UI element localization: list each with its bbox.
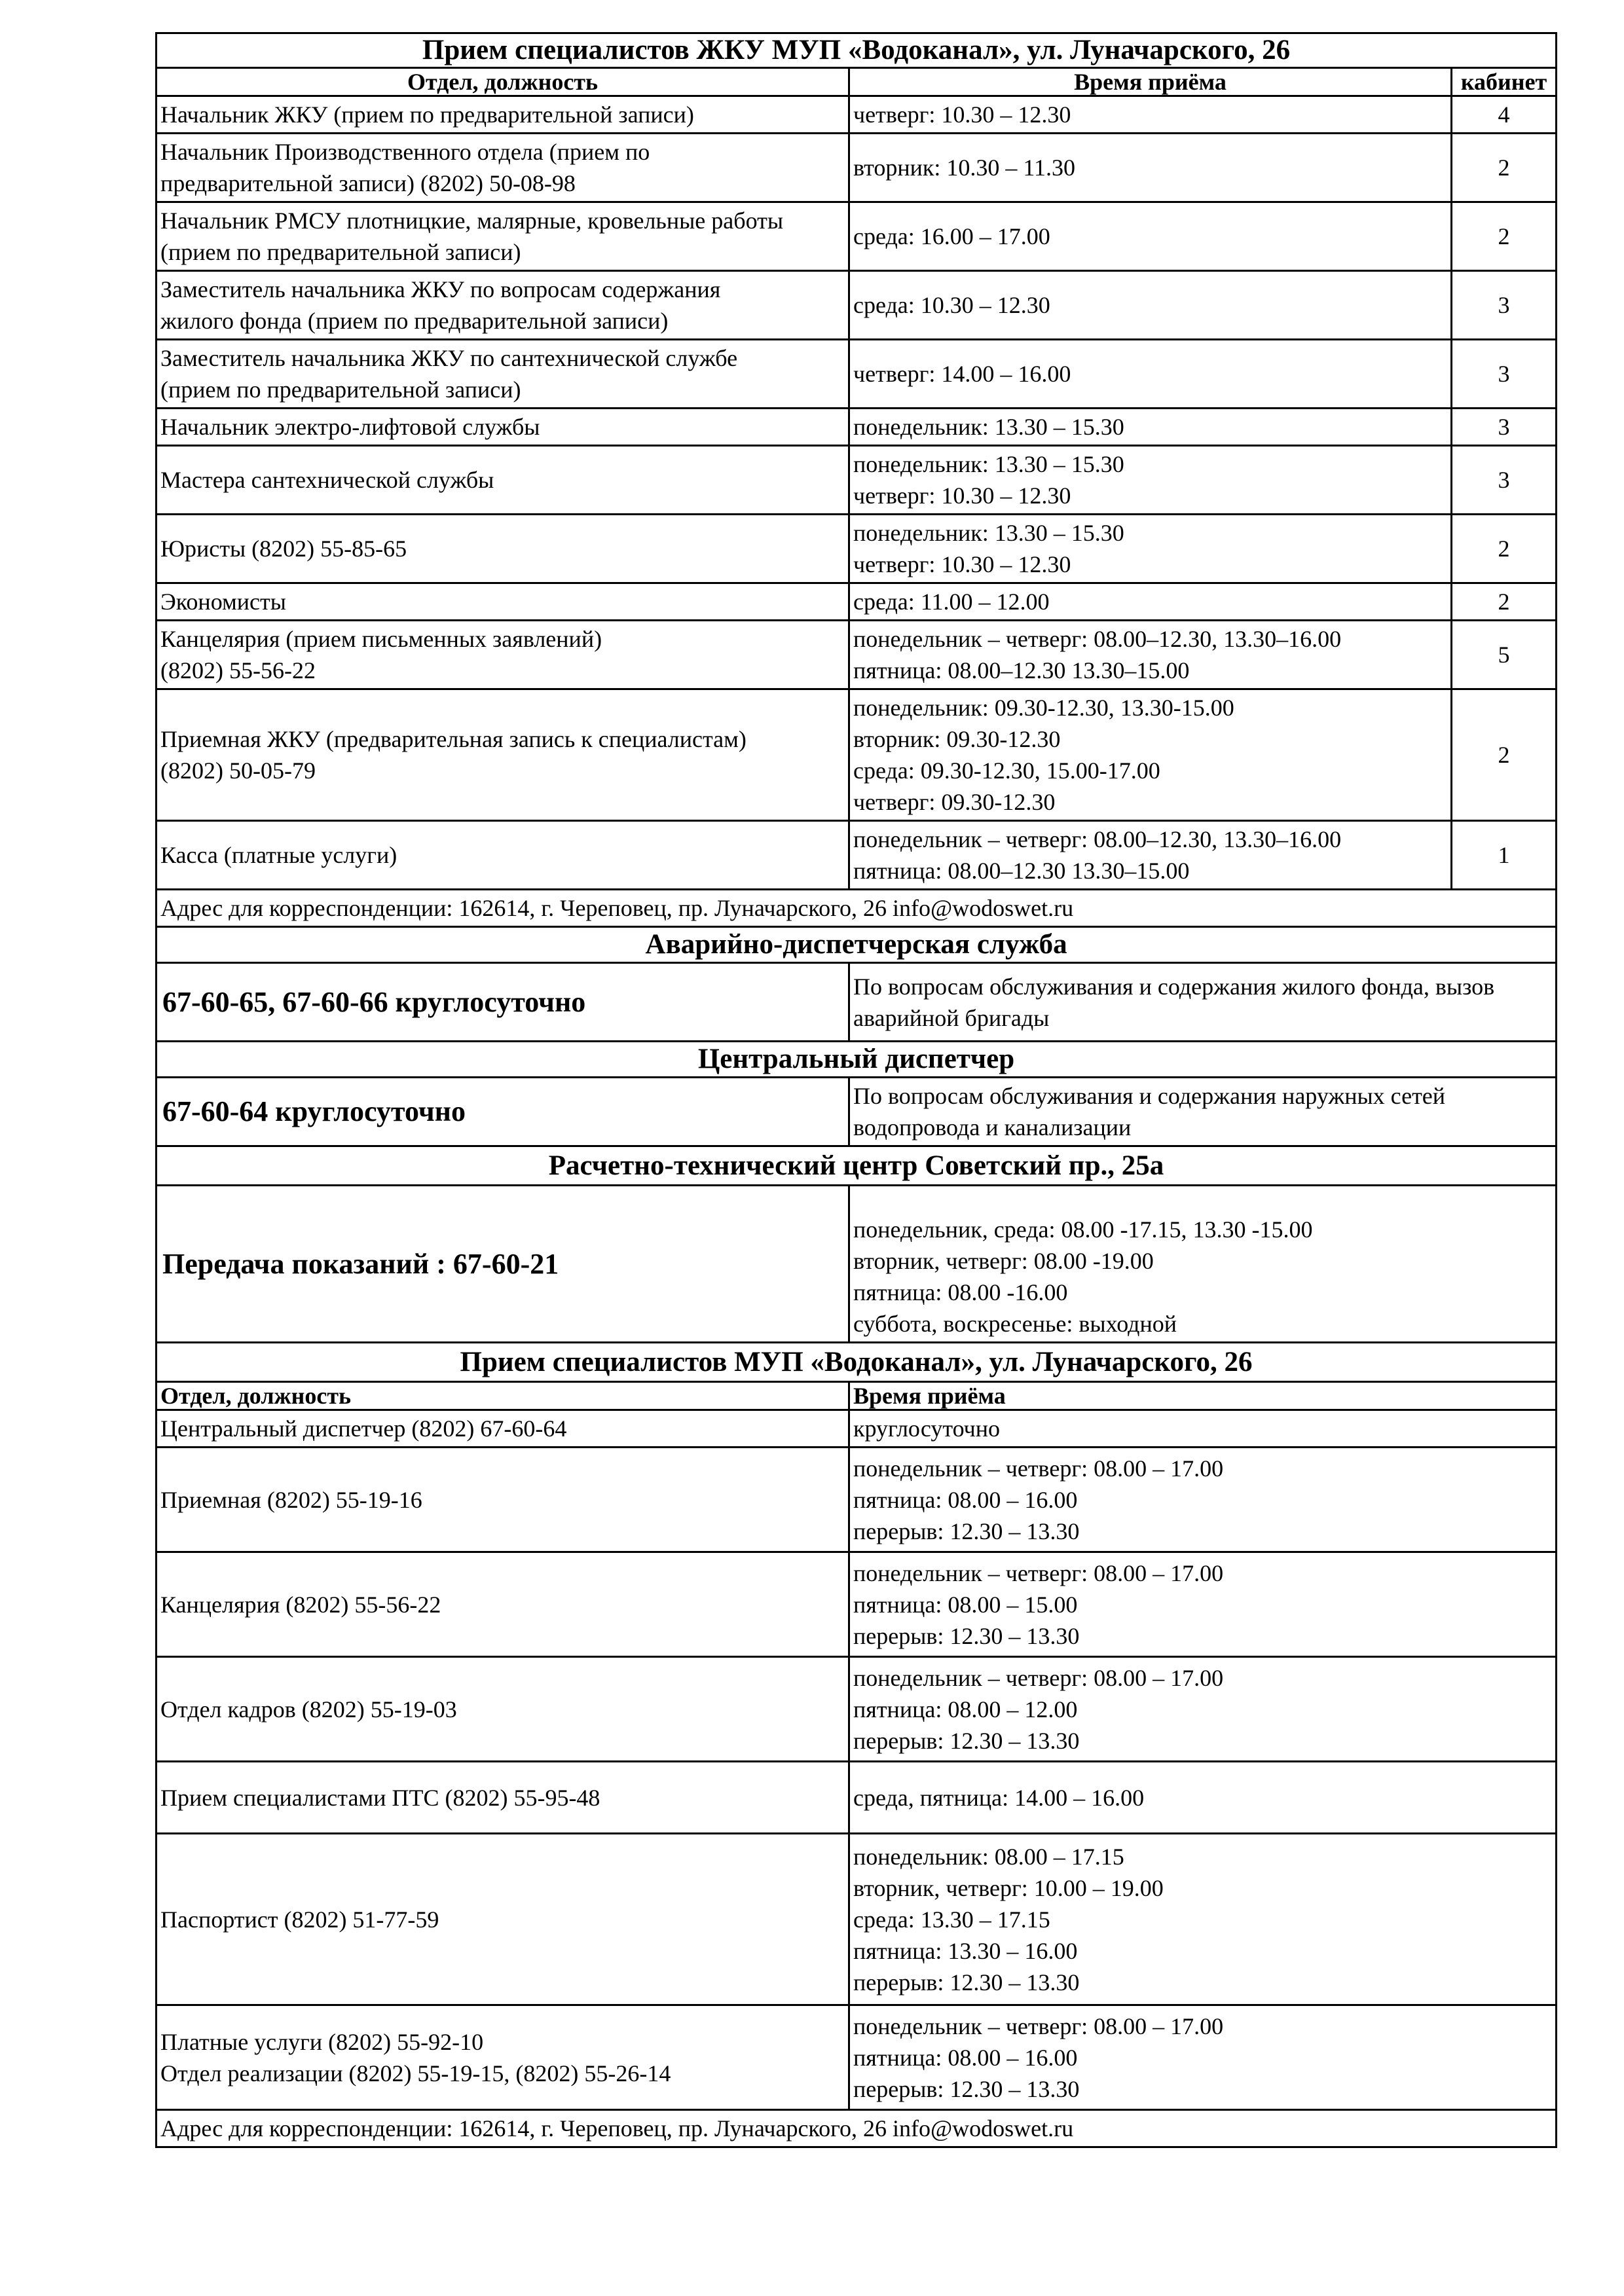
table-row <box>157 409 1557 446</box>
central-title-row <box>157 1042 1557 1078</box>
text-line: перерыв: 12.30 – 13.30 <box>853 1727 1080 1754</box>
text-line: круглосуточно <box>853 1415 1001 1442</box>
department-cell <box>157 409 849 446</box>
central-note <box>849 1078 1557 1146</box>
text-line: понедельник: 13.30 – 15.30 <box>853 414 1124 440</box>
section2-header-time: Время приёма <box>849 1382 1557 1410</box>
department-cell <box>157 515 849 583</box>
central-phones: 67-60-64 круглосуточно <box>157 1078 849 1146</box>
table-row <box>157 134 1557 202</box>
department-cell <box>157 1552 849 1657</box>
rtc-row <box>157 1186 1557 1343</box>
text-line: понедельник: 13.30 – 15.30 <box>853 451 1124 477</box>
text-line: Приемная (8202) 55-19-16 <box>160 1486 422 1513</box>
time-cell <box>849 1657 1557 1762</box>
text-line: Отдел реализации (8202) 55-19-15, (8202) 55-26-14 <box>160 2060 671 2086</box>
department-cell <box>157 2005 849 2110</box>
table-row <box>157 1762 1557 1834</box>
text-line: Начальник электро-лифтовой службы <box>160 414 540 440</box>
schedule-document <box>155 32 1555 2148</box>
time-cell <box>849 409 1452 446</box>
room-cell: 2 <box>1452 515 1557 583</box>
department-cell <box>157 1448 849 1552</box>
section1-header-row <box>157 68 1557 96</box>
text-line: Начальник ЖКУ (прием по предварительной записи) <box>160 101 694 128</box>
address-row <box>157 890 1557 927</box>
time-cell <box>849 1762 1557 1834</box>
text-line: Касса (платные услуги) <box>160 842 397 868</box>
section2-title-row <box>157 1343 1557 1382</box>
room-cell: 2 <box>1452 134 1557 202</box>
time-cell <box>849 96 1452 134</box>
main-table <box>155 32 1557 2148</box>
text-line: пятница: 08.00 – 16.00 <box>853 1486 1078 1513</box>
table-row <box>157 340 1557 409</box>
table-body <box>157 33 1557 2147</box>
department-cell <box>157 134 849 202</box>
department-cell <box>157 340 849 409</box>
text-line: четверг: 10.30 – 12.30 <box>853 101 1071 128</box>
rtc-title: Расчетно-технический центр Советский пр., 25а <box>157 1146 1557 1186</box>
header-room: кабинет <box>1452 68 1557 96</box>
room-cell: 3 <box>1452 271 1557 340</box>
section2-header-row <box>157 1382 1557 1410</box>
table-row <box>157 583 1557 621</box>
address-text: Адрес для корреспонденции: 162614, г. Череповец, пр. Луначарского, 26 info@wodoswet.ru <box>157 2110 1557 2147</box>
room-cell: 2 <box>1452 689 1557 821</box>
header-time: Время приёма <box>849 68 1452 96</box>
room-cell: 3 <box>1452 446 1557 515</box>
room-cell: 2 <box>1452 583 1557 621</box>
text-line: Паспортист (8202) 51-77-59 <box>160 1906 439 1933</box>
text-line: Заместитель начальника ЖКУ по вопросам содержания <box>160 276 721 302</box>
department-cell <box>157 583 849 621</box>
central-title: Центральный диспетчер <box>157 1042 1557 1078</box>
department-cell <box>157 689 849 821</box>
text-line: Начальник РМСУ плотницкие, малярные, кровельные работы <box>160 208 784 234</box>
text-line: вторник, четверг: 08.00 -19.00 <box>853 1248 1154 1274</box>
text-line: пятница: 08.00 – 12.00 <box>853 1696 1078 1722</box>
table-row <box>157 202 1557 271</box>
text-line: пятница: 08.00 – 16.00 <box>853 2044 1078 2071</box>
table-row <box>157 1552 1557 1657</box>
text-line: перерыв: 12.30 – 13.30 <box>853 1518 1080 1544</box>
table-row <box>157 621 1557 689</box>
department-cell <box>157 202 849 271</box>
time-cell <box>849 446 1452 515</box>
section2-header-department: Отдел, должность <box>157 1382 849 1410</box>
header-department: Отдел, должность <box>157 68 849 96</box>
table-row <box>157 1448 1557 1552</box>
department-cell <box>157 1410 849 1448</box>
section1-title: Прием специалистов ЖКУ МУП «Водоканал», ул. Луначарского, 26 <box>157 33 1557 68</box>
text-line: вторник, четверг: 10.00 – 19.00 <box>853 1874 1164 1901</box>
department-cell <box>157 96 849 134</box>
table-row <box>157 2005 1557 2110</box>
time-cell <box>849 202 1452 271</box>
rtc-schedule <box>849 1186 1557 1343</box>
address-text: Адрес для корреспонденции: 162614, г. Череповец, пр. Луначарского, 26 info@wodoswet.ru <box>157 890 1557 927</box>
text-line: понедельник – четверг: 08.00 – 17.00 <box>853 1664 1224 1691</box>
room-cell: 2 <box>1452 202 1557 271</box>
text-line: водопровода и канализации <box>853 1114 1132 1140</box>
text-line: среда: 10.30 – 12.30 <box>853 292 1050 318</box>
text-line: понедельник – четверг: 08.00 – 17.00 <box>853 1559 1224 1586</box>
text-line: (прием по предварительной записи) <box>160 239 521 265</box>
rtc-title-row <box>157 1146 1557 1186</box>
time-cell <box>849 515 1452 583</box>
table-row <box>157 1657 1557 1762</box>
text-line: четверг: 14.00 – 16.00 <box>853 361 1071 387</box>
text-line: вторник: 10.30 – 11.30 <box>853 155 1076 181</box>
text-line: четверг: 09.30-12.30 <box>853 789 1056 815</box>
time-cell <box>849 621 1452 689</box>
text-line: Прием специалистами ПТС (8202) 55-95-48 <box>160 1784 600 1811</box>
department-cell <box>157 621 849 689</box>
text-line: понедельник – четверг: 08.00 – 17.00 <box>853 2013 1224 2039</box>
text-line: Приемная ЖКУ (предварительная запись к специалистам) <box>160 726 747 752</box>
text-line: пятница: 08.00 -16.00 <box>853 1279 1068 1305</box>
time-cell <box>849 2005 1557 2110</box>
emergency-phones: 67-60-65, 67-60-66 круглосуточно <box>157 963 849 1042</box>
text-line: Экономисты <box>160 589 286 615</box>
department-cell <box>157 1834 849 2005</box>
table-row <box>157 515 1557 583</box>
text-line: среда: 09.30-12.30, 15.00-17.00 <box>853 757 1160 784</box>
time-cell <box>849 271 1452 340</box>
room-cell: 3 <box>1452 409 1557 446</box>
text-line: вторник: 09.30-12.30 <box>853 726 1061 752</box>
time-cell <box>849 583 1452 621</box>
text-line: среда, пятница: 14.00 – 16.00 <box>853 1784 1145 1811</box>
time-cell <box>849 1552 1557 1657</box>
address-row <box>157 2110 1557 2147</box>
text-line: Юристы (8202) 55-85-65 <box>160 536 407 562</box>
text-line: Заместитель начальника ЖКУ по сантехнической службе <box>160 345 738 371</box>
text-line: Платные услуги (8202) 55-92-10 <box>160 2028 484 2055</box>
text-line: жилого фонда (прием по предварительной записи) <box>160 308 669 334</box>
text-line: понедельник – четверг: 08.00–12.30, 13.30–16.00 <box>853 826 1342 852</box>
text-line: (8202) 55-56-22 <box>160 657 316 683</box>
table-row <box>157 96 1557 134</box>
table-row <box>157 446 1557 515</box>
text-line: пятница: 08.00–12.30 13.30–15.00 <box>853 657 1190 683</box>
text-line: четверг: 10.30 – 12.30 <box>853 483 1071 509</box>
text-line: Мастера сантехнической службы <box>160 467 494 493</box>
text-line: понедельник: 13.30 – 15.30 <box>853 520 1124 546</box>
text-line: перерыв: 12.30 – 13.30 <box>853 2075 1080 2102</box>
department-cell <box>157 1762 849 1834</box>
text-line: среда: 11.00 – 12.00 <box>853 589 1050 615</box>
time-cell <box>849 689 1452 821</box>
text-line: суббота, воскресенье: выходной <box>853 1311 1177 1337</box>
text-line: понедельник – четверг: 08.00–12.30, 13.30–16.00 <box>853 626 1342 652</box>
emergency-note <box>849 963 1557 1042</box>
text-line: предварительной записи) (8202) 50-08-98 <box>160 170 576 196</box>
table-row <box>157 271 1557 340</box>
text-line: понедельник – четверг: 08.00 – 17.00 <box>853 1455 1224 1482</box>
text-line: перерыв: 12.30 – 13.30 <box>853 1969 1080 1995</box>
table-row <box>157 821 1557 890</box>
text-line: перерыв: 12.30 – 13.30 <box>853 1622 1080 1649</box>
emergency-title-row <box>157 927 1557 963</box>
text-line: четверг: 10.30 – 12.30 <box>853 551 1071 577</box>
text-line: аварийной бригады <box>853 1004 1050 1031</box>
text-line: По вопросам обслуживания и содержания жилого фонда, вызов <box>853 973 1495 1000</box>
section1-title-row <box>157 33 1557 68</box>
text-line: понедельник: 09.30-12.30, 13.30-15.00 <box>853 695 1234 721</box>
time-cell <box>849 821 1452 890</box>
text-line: пятница: 08.00–12.30 13.30–15.00 <box>853 858 1190 884</box>
table-row <box>157 1410 1557 1448</box>
text-line: По вопросам обслуживания и содержания наружных сетей <box>853 1083 1446 1109</box>
section2-title: Прием специалистов МУП «Водоканал», ул. Луначарского, 26 <box>157 1343 1557 1382</box>
room-cell: 4 <box>1452 96 1557 134</box>
table-row <box>157 1834 1557 2005</box>
time-cell <box>849 1834 1557 2005</box>
room-cell: 1 <box>1452 821 1557 890</box>
room-cell: 5 <box>1452 621 1557 689</box>
text-line: пятница: 13.30 – 16.00 <box>853 1937 1078 1964</box>
time-cell <box>849 340 1452 409</box>
time-cell <box>849 1448 1557 1552</box>
text-line: Центральный диспетчер (8202) 67-60-64 <box>160 1415 567 1442</box>
rtc-phones: Передача показаний : 67-60-21 <box>157 1186 849 1343</box>
time-cell <box>849 134 1452 202</box>
text-line: понедельник, среда: 08.00 -17.15, 13.30 -15.00 <box>853 1216 1313 1243</box>
text-line: (прием по предварительной записи) <box>160 376 521 403</box>
text-line: понедельник: 08.00 – 17.15 <box>853 1843 1124 1870</box>
text-line: среда: 13.30 – 17.15 <box>853 1906 1050 1933</box>
department-cell <box>157 821 849 890</box>
department-cell <box>157 1657 849 1762</box>
text-line: среда: 16.00 – 17.00 <box>853 223 1050 249</box>
time-cell <box>849 1410 1557 1448</box>
text-line: Канцелярия (8202) 55-56-22 <box>160 1591 441 1618</box>
emergency-row <box>157 963 1557 1042</box>
room-cell: 3 <box>1452 340 1557 409</box>
department-cell <box>157 271 849 340</box>
text-line: пятница: 08.00 – 15.00 <box>853 1591 1078 1618</box>
central-row <box>157 1078 1557 1146</box>
emergency-title: Аварийно-диспетчерская служба <box>157 927 1557 963</box>
text-line: (8202) 50-05-79 <box>160 757 316 784</box>
text-line: Отдел кадров (8202) 55-19-03 <box>160 1696 457 1722</box>
department-cell <box>157 446 849 515</box>
text-line: Канцелярия (прием письменных заявлений) <box>160 626 602 652</box>
table-row <box>157 689 1557 821</box>
text-line: Начальник Производственного отдела (прием по <box>160 139 650 165</box>
